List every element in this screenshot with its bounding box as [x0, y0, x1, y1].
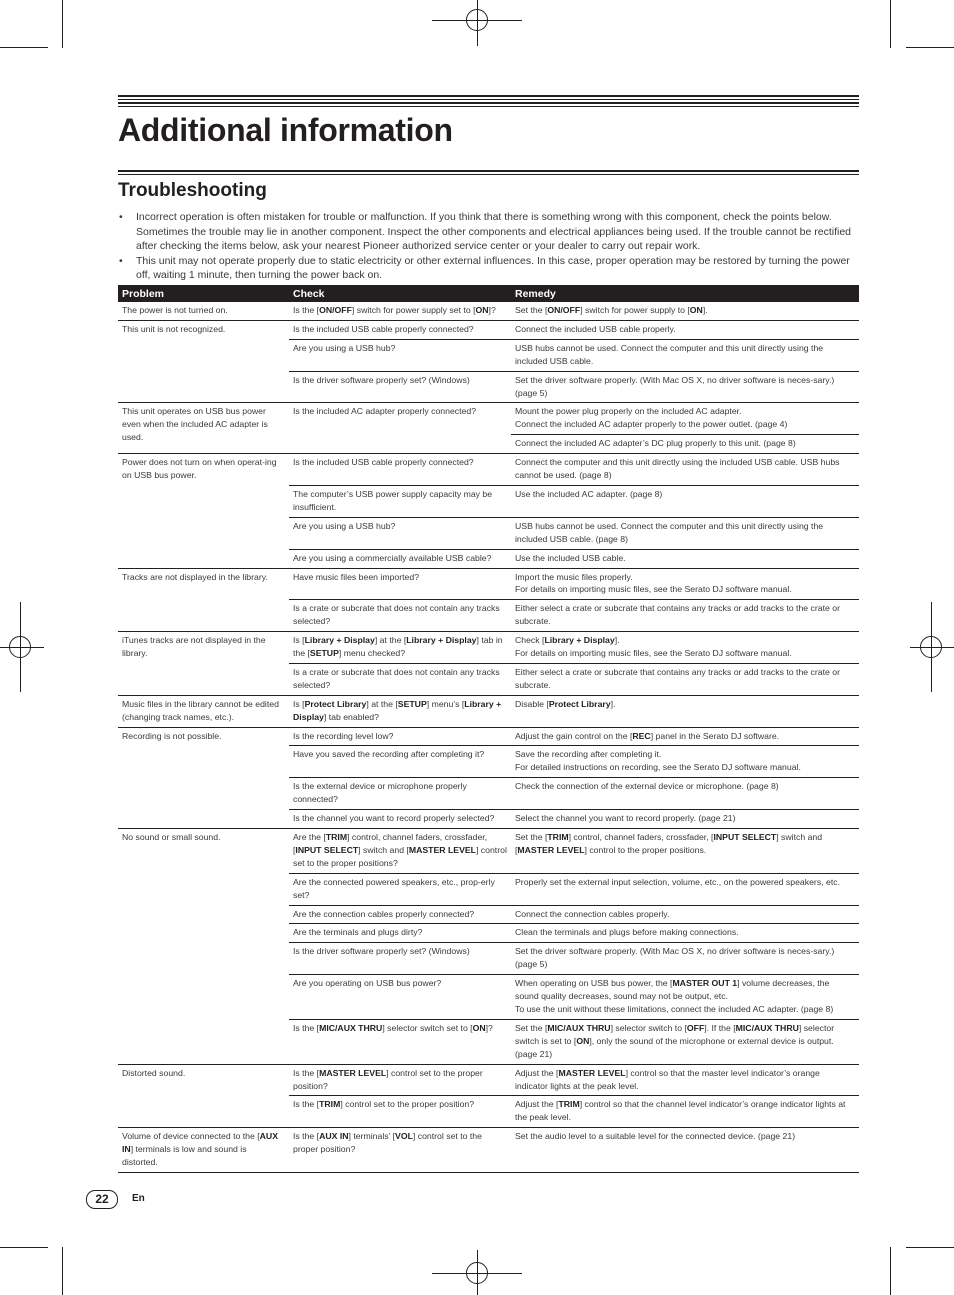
check-cell: Is the driver software properly set? (Windows)	[289, 371, 511, 403]
check-cell: Is the driver software properly set? (Windows)	[289, 943, 511, 975]
title-underline	[118, 170, 859, 172]
table-row	[118, 403, 859, 435]
table-header-row	[118, 285, 859, 302]
remedy-cell: Either select a crate or subcrate that contains any tracks or add tracks to the crate or subcrate.	[511, 663, 859, 695]
title-underline	[118, 174, 859, 175]
problem-cell: This unit is not recognized.	[118, 320, 289, 403]
remedy-cell: Set the [ON/OFF] switch for power supply to [ON].	[511, 302, 859, 320]
remedy-cell: Adjust the [MASTER LEVEL] control so that the master level indicator’s orange indicator lights at the peak level.	[511, 1064, 859, 1096]
remedy-cell: Either select a crate or subcrate that contains any tracks or add tracks to the crate or subcrate.	[511, 600, 859, 632]
remedy-cell: Set the [MIC/AUX THRU] selector switch to [OFF]. If the [MIC/AUX THRU] selector switch is set to [ON], only the sound of the microphone or external device is output. (page 21)	[511, 1019, 859, 1064]
remedy-cell: Mount the power plug properly on the included AC adapter. Connect the included AC adapter properly to the power outlet. (page 4)	[511, 403, 859, 435]
heading-rule	[118, 102, 859, 104]
table-row	[118, 829, 859, 874]
check-cell: Is [Library + Display] at the [Library + Display] tab in the [SETUP] menu checked?	[289, 632, 511, 664]
check-cell: Is the channel you want to record properly selected?	[289, 810, 511, 829]
table-row	[118, 632, 859, 664]
heading-rule	[118, 99, 859, 100]
check-cell: Are the [TRIM] control, channel faders, crossfader, [INPUT SELECT] switch and [MASTER LEVEL] control set to the proper positions?	[289, 829, 511, 874]
table-row	[118, 454, 859, 486]
remedy-cell: Adjust the [TRIM] control so that the channel level indicator’s orange indicator lights at the peak level.	[511, 1096, 859, 1128]
intro-text: Incorrect operation is often mistaken for trouble or malfunction. If you think that there is something wrong with this component, check the points below. Sometimes the trouble may lie in another component. Inspect the other components and electrical appliances being used. If the trouble cannot be rectified after checking the items below, ask your nearest Pioneer authorized service center or your dealer to carry out repair work.	[136, 211, 852, 252]
check-cell: Have music files been imported?	[289, 568, 511, 600]
remedy-cell: Connect the included USB cable properly.	[511, 320, 859, 339]
remedy-cell: Save the recording after completing it. For detailed instructions on recording, see the Serato DJ software manual.	[511, 746, 859, 778]
table-row	[118, 1064, 859, 1096]
problem-cell: This unit operates on USB bus power even when the included AC adapter is used.	[118, 403, 289, 454]
check-cell: Are you using a USB hub?	[289, 339, 511, 371]
bullet: •	[119, 254, 123, 267]
problem-cell: iTunes tracks are not displayed in the library.	[118, 632, 289, 696]
remedy-cell: Connect the connection cables properly.	[511, 905, 859, 924]
column-header-problem: Problem	[118, 285, 289, 302]
check-cell: Is the included USB cable properly connected?	[289, 454, 511, 486]
list-item	[118, 210, 859, 254]
check-cell: Is the [MIC/AUX THRU] selector switch set to [ON]?	[289, 1019, 511, 1064]
remedy-cell: Clean the terminals and plugs before making connections.	[511, 924, 859, 943]
remedy-cell: Connect the included AC adapter’s DC plug properly to this unit. (page 8)	[511, 435, 859, 454]
check-cell: Have you saved the recording after completing it?	[289, 746, 511, 778]
remedy-cell: Set the audio level to a suitable level for the connected device. (page 21)	[511, 1128, 859, 1173]
check-cell: Are the connection cables properly connected?	[289, 905, 511, 924]
remedy-cell: Set the driver software properly. (With Mac OS X, no driver software is neces-sary.) (page 5)	[511, 943, 859, 975]
problem-cell: Power does not turn on when operat-ing on USB bus power.	[118, 454, 289, 568]
list-item	[118, 254, 859, 283]
check-cell: Is the [MASTER LEVEL] control set to the proper position?	[289, 1064, 511, 1096]
heading-rule	[118, 106, 859, 107]
language-label: En	[132, 1193, 145, 1204]
problem-cell: No sound or small sound.	[118, 829, 289, 1065]
remedy-cell: Disable [Protect Library].	[511, 695, 859, 727]
remedy-cell: Check [Library + Display]. For details on importing music files, see the Serato DJ software manual.	[511, 632, 859, 664]
troubleshooting-table	[118, 285, 859, 1173]
check-cell: Is the included AC adapter properly connected?	[289, 403, 511, 454]
remedy-cell: Use the included AC adapter. (page 8)	[511, 485, 859, 517]
check-cell: The computer’s USB power supply capacity may be insufficient.	[289, 485, 511, 517]
table-row	[118, 695, 859, 727]
heading-rule	[118, 95, 859, 97]
page-number: 22	[86, 1190, 118, 1209]
column-header-check: Check	[289, 285, 511, 302]
check-cell: Are you using a commercially available USB cable?	[289, 549, 511, 568]
remedy-cell: Set the driver software properly. (With Mac OS X, no driver software is neces-sary.) (page 5)	[511, 371, 859, 403]
table-row	[118, 568, 859, 600]
table-row	[118, 727, 859, 746]
table-row	[118, 320, 859, 339]
check-cell: Are the terminals and plugs dirty?	[289, 924, 511, 943]
problem-cell: Music files in the library cannot be edited (changing track names, etc.).	[118, 695, 289, 727]
check-cell: Is the external device or microphone properly connected?	[289, 778, 511, 810]
remedy-cell: Connect the computer and this unit directly using the included USB cable. USB hubs cannot be used. (page 8)	[511, 454, 859, 486]
remedy-cell: Use the included USB cable.	[511, 549, 859, 568]
remedy-cell: Adjust the gain control on the [REC] panel in the Serato DJ software.	[511, 727, 859, 746]
table-body	[118, 302, 859, 1172]
remedy-cell: USB hubs cannot be used. Connect the computer and this unit directly using the included USB cable. (page 8)	[511, 517, 859, 549]
check-cell: Are you operating on USB bus power?	[289, 975, 511, 1020]
check-cell: Is a crate or subcrate that does not contain any tracks selected?	[289, 600, 511, 632]
section-title: Troubleshooting	[118, 180, 267, 201]
problem-cell: The power is not turned on.	[118, 302, 289, 320]
page-title: Additional information	[118, 112, 453, 148]
problem-cell: Tracks are not displayed in the library.	[118, 568, 289, 632]
problem-cell: Volume of device connected to the [AUX IN] terminals is low and sound is distorted.	[118, 1128, 289, 1173]
check-cell: Are the connected powered speakers, etc., prop-erly set?	[289, 873, 511, 905]
check-cell: Is the [ON/OFF] switch for power supply set to [ON]?	[289, 302, 511, 320]
check-cell: Is the [AUX IN] terminals’ [VOL] control set to the proper position?	[289, 1128, 511, 1173]
check-cell: Is a crate or subcrate that does not contain any tracks selected?	[289, 663, 511, 695]
intro-list	[118, 210, 859, 283]
check-cell: Is the [TRIM] control set to the proper position?	[289, 1096, 511, 1128]
table-row	[118, 1128, 859, 1173]
problem-cell: Recording is not possible.	[118, 727, 289, 828]
remedy-cell: Set the [TRIM] control, channel faders, crossfader, [INPUT SELECT] switch and [MASTER LEVEL] control to the proper positions.	[511, 829, 859, 874]
remedy-cell: Select the channel you want to record properly. (page 21)	[511, 810, 859, 829]
remedy-cell: Check the connection of the external device or microphone. (page 8)	[511, 778, 859, 810]
remedy-cell: When operating on USB bus power, the [MASTER OUT 1] volume decreases, the sound quality decreases, sound may not be output, etc. To use the unit without these limitations, connect the included AC adapter. (page 8)	[511, 975, 859, 1020]
problem-cell: Distorted sound.	[118, 1064, 289, 1128]
remedy-cell: USB hubs cannot be used. Connect the computer and this unit directly using the included USB cable.	[511, 339, 859, 371]
bullet: •	[119, 211, 123, 223]
remedy-cell: Import the music files properly. For details on importing music files, see the Serato DJ software manual.	[511, 568, 859, 600]
check-cell: Are you using a USB hub?	[289, 517, 511, 549]
check-cell: Is the included USB cable properly connected?	[289, 320, 511, 339]
check-cell: Is [Protect Library] at the [SETUP] menu’s [Library + Display] tab enabled?	[289, 695, 511, 727]
table-row	[118, 302, 859, 320]
intro-text: This unit may not operate properly due to static electricity or other external influences. In this case, proper operation may be restored by turning the power off, waiting 1 minute, then turning the power back on.	[136, 254, 850, 281]
remedy-cell: Properly set the external input selection, volume, etc., on the powered speakers, etc.	[511, 873, 859, 905]
check-cell: Is the recording level low?	[289, 727, 511, 746]
column-header-remedy: Remedy	[511, 285, 859, 302]
